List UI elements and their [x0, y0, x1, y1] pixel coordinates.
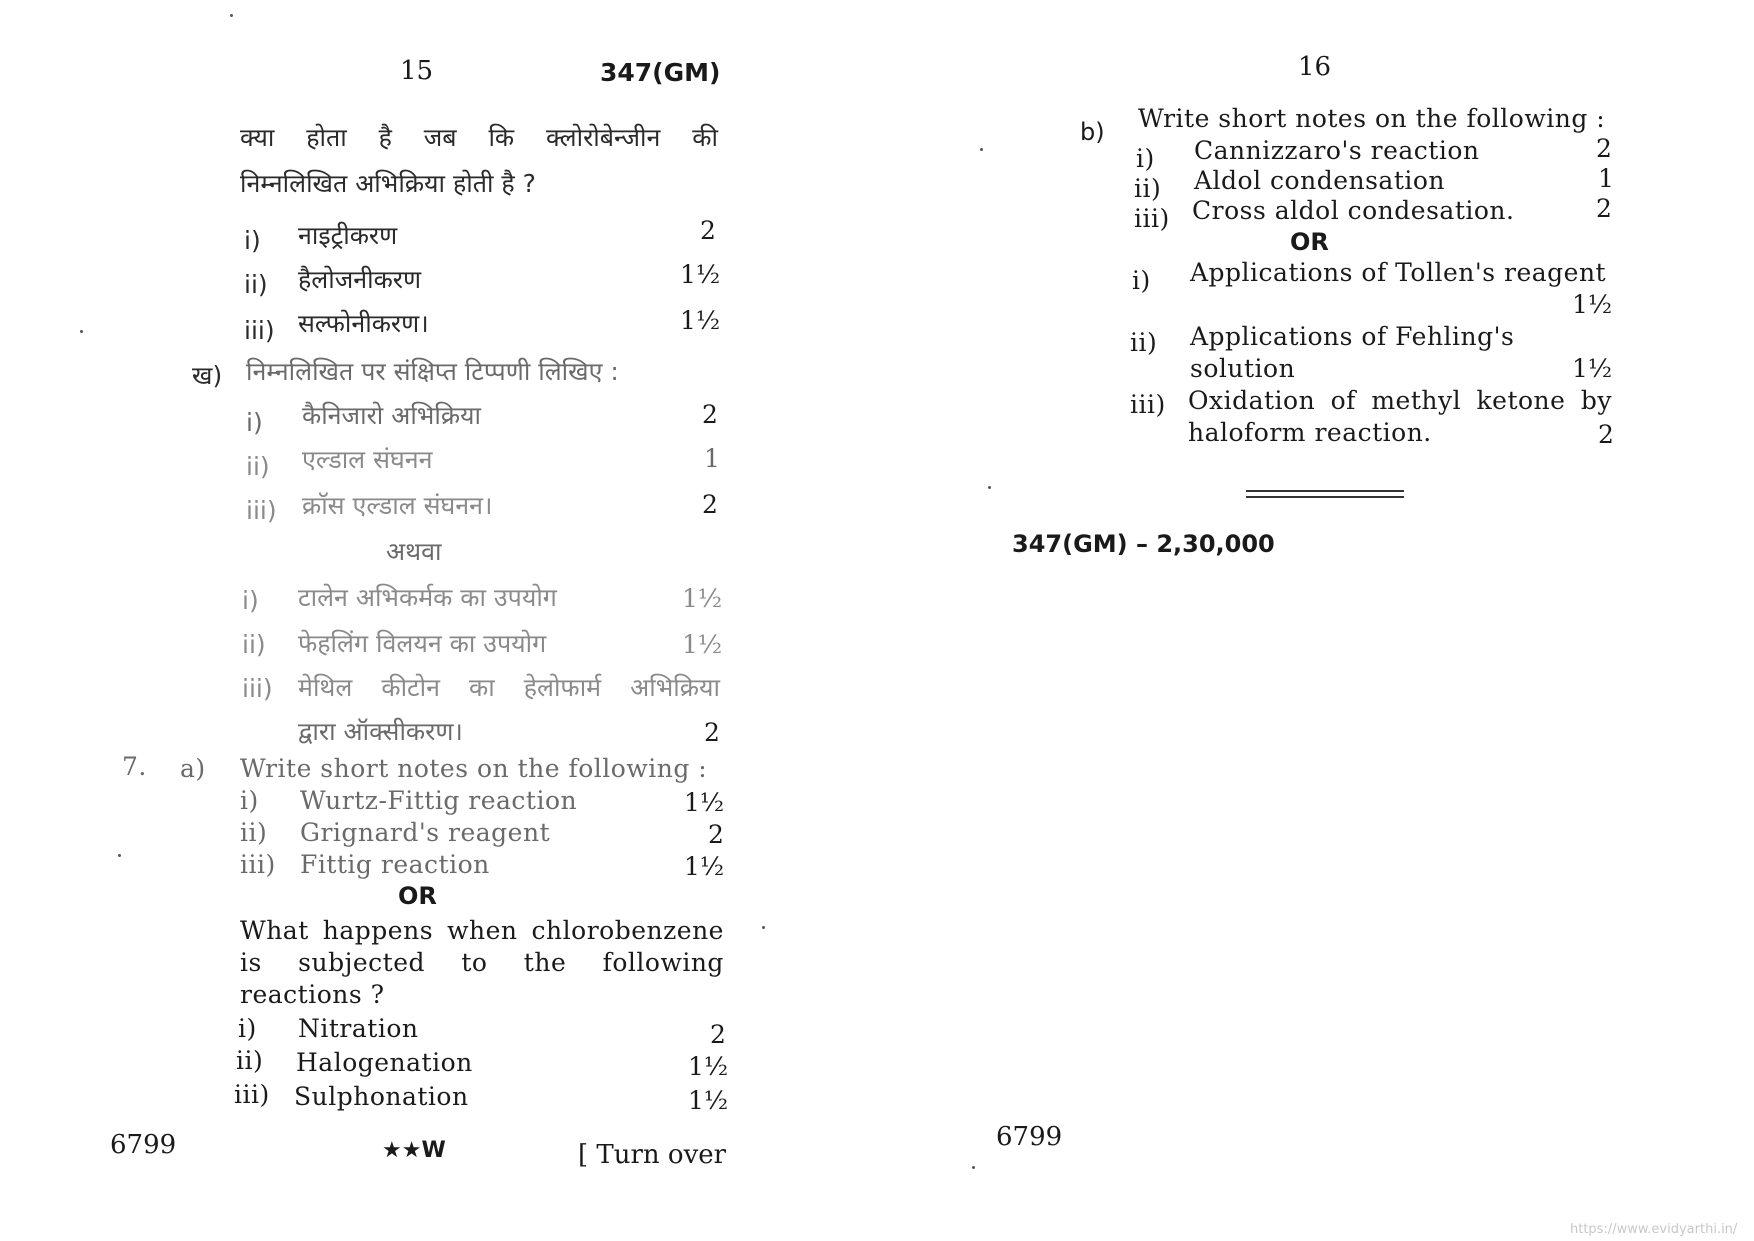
item-text: क्रॉस एल्डाल संघनन।	[302, 491, 493, 520]
watermark-url: https://www.evidyarthi.in/	[1570, 1222, 1738, 1237]
word: Oxidation	[1188, 386, 1316, 415]
item-marks: 1½	[680, 306, 721, 335]
scan-speck	[980, 148, 983, 151]
item-number: ii)	[236, 1046, 264, 1075]
word: का	[469, 673, 495, 702]
word: chlorobenzene	[531, 916, 724, 945]
hindi-part-label: ख)	[192, 361, 223, 390]
scan-speck	[230, 14, 233, 17]
footer-mark: ★★W	[382, 1138, 446, 1163]
page-number-right: 16	[1298, 52, 1332, 82]
item-marks: 2	[1598, 420, 1614, 449]
part-title: Write short notes on the following :	[1138, 104, 1606, 133]
item-marks: 1½	[1572, 290, 1613, 319]
page-number-left: 15	[400, 56, 434, 86]
hindi-part-title: निम्नलिखित पर संक्षिप्त टिप्पणी लिखिए :	[246, 357, 619, 386]
question-part-label: a)	[180, 754, 206, 783]
item-number: i)	[242, 586, 259, 615]
item-marks: 1½	[688, 1052, 729, 1081]
scan-speck	[118, 854, 121, 857]
question-title: Write short notes on the following :	[240, 754, 708, 783]
word: क्लोरोबेन्जीन	[546, 123, 661, 152]
item-marks: 2	[1596, 134, 1612, 163]
word: अभिक्रिया	[630, 673, 720, 702]
word: by	[1580, 386, 1612, 415]
item-marks: 1½	[682, 584, 723, 613]
item-text: haloform reaction.	[1188, 418, 1432, 447]
item-number: ii)	[240, 818, 268, 847]
item-text: solution	[1190, 354, 1296, 383]
hindi-question-line1	[240, 120, 718, 154]
or-iii-line1	[1188, 386, 1612, 415]
word: when	[447, 916, 518, 945]
item-text: Nitration	[298, 1014, 419, 1043]
item-text: कैनिजारो अभिक्रिया	[302, 401, 482, 430]
item-text: सल्फोनीकरण।	[298, 309, 429, 338]
word: मेथिल	[298, 673, 353, 702]
word: subjected	[298, 948, 425, 977]
item-text: Fittig reaction	[300, 850, 490, 879]
item-text: Applications of Tollen's reagent	[1190, 258, 1607, 287]
word: methyl	[1371, 386, 1462, 415]
item-number: iii)	[242, 674, 273, 703]
item-number: iii)	[246, 496, 277, 525]
footer-code-left: 6799	[110, 1130, 177, 1160]
item-marks: 1½	[1572, 354, 1613, 383]
word: following	[602, 948, 724, 977]
word: जब	[423, 123, 457, 152]
word: to	[461, 948, 488, 977]
question-number: 7.	[122, 752, 147, 781]
item-text: Wurtz-Fittig reaction	[300, 786, 578, 815]
word: What	[240, 916, 309, 945]
alt-question-line2	[240, 948, 724, 977]
or-divider-right: OR	[1290, 228, 1329, 256]
item-number: iii)	[1130, 390, 1166, 419]
footer-code-right: 6799	[996, 1122, 1063, 1152]
item-number: iii)	[244, 316, 275, 345]
item-number: ii)	[246, 452, 270, 481]
item-number: ii)	[244, 270, 268, 299]
scan-speck	[988, 486, 991, 489]
paper-code: 347(GM)	[600, 58, 721, 87]
item-text: टालेन अभिकर्मक का उपयोग	[298, 583, 557, 612]
item-number: i)	[246, 408, 263, 437]
item-number: i)	[1132, 266, 1151, 295]
word: of	[1330, 386, 1356, 415]
scan-speck	[972, 1166, 975, 1169]
word: है	[378, 123, 392, 152]
scan-speck	[762, 926, 765, 929]
item-text: Grignard's reagent	[300, 818, 551, 847]
word: कि	[488, 123, 515, 152]
word: ketone	[1476, 386, 1566, 415]
word: की	[692, 123, 718, 152]
hindi-or: अथवा	[386, 537, 442, 566]
hindi-or-iii-line1	[298, 670, 720, 704]
item-number: ii)	[1134, 174, 1162, 203]
item-marks: 2	[702, 400, 718, 429]
item-marks: 1½	[688, 1086, 729, 1115]
scan-speck	[80, 330, 83, 333]
hindi-or-iii-line2: द्वारा ऑक्सीकरण।	[298, 717, 463, 746]
word: क्या	[240, 123, 275, 152]
turn-over-note: [ Turn over	[578, 1140, 727, 1170]
item-number: i)	[240, 786, 259, 815]
item-marks: 2	[702, 490, 718, 519]
alt-question-line3: reactions ?	[240, 980, 385, 1009]
hindi-question-line2: निम्नलिखित अभिक्रिया होती है ?	[240, 169, 536, 198]
item-text: एल्डाल संघनन	[302, 445, 433, 474]
item-marks: 2	[704, 718, 720, 747]
item-number: iii)	[1134, 204, 1170, 233]
item-number: iii)	[234, 1080, 270, 1109]
item-text: फेहलिंग विलयन का उपयोग	[298, 629, 547, 658]
item-marks: 2	[708, 820, 724, 849]
item-number: i)	[238, 1014, 257, 1043]
item-marks: 1½	[684, 788, 725, 817]
item-marks: 1½	[684, 852, 725, 881]
or-divider: OR	[398, 882, 437, 910]
item-text: नाइट्रीकरण	[298, 221, 398, 250]
double-rule-top	[1246, 490, 1404, 492]
item-number: ii)	[1130, 328, 1158, 357]
item-marks: 1½	[682, 630, 723, 659]
item-number: i)	[244, 226, 261, 255]
item-marks: 2	[700, 216, 716, 245]
word: कीटोन	[381, 673, 441, 702]
word: is	[240, 948, 262, 977]
word: the	[523, 948, 567, 977]
word: हेलोफार्म	[523, 673, 602, 702]
item-marks: 2	[710, 1020, 726, 1049]
item-marks: 1	[1598, 164, 1614, 193]
word: होता	[306, 123, 347, 152]
item-marks: 2	[1596, 194, 1612, 223]
item-marks: 1	[704, 444, 720, 473]
item-text: Cannizzaro's reaction	[1194, 136, 1480, 165]
item-number: iii)	[240, 850, 276, 879]
item-number: ii)	[242, 630, 266, 659]
alt-question-line1	[240, 916, 724, 945]
double-rule-bottom	[1246, 496, 1404, 498]
item-text: Cross aldol condesation.	[1192, 196, 1515, 225]
item-text: Aldol condensation	[1194, 166, 1446, 195]
print-run: 347(GM) – 2,30,000	[1012, 530, 1275, 558]
item-text: हैलोजनीकरण	[298, 265, 422, 294]
item-text: Halogenation	[296, 1048, 473, 1077]
item-text: Sulphonation	[294, 1082, 469, 1111]
item-marks: 1½	[680, 260, 721, 289]
word: happens	[322, 916, 434, 945]
item-text: Applications of Fehling's	[1190, 322, 1515, 351]
part-label: b)	[1080, 118, 1105, 146]
item-number: i)	[1136, 144, 1155, 173]
